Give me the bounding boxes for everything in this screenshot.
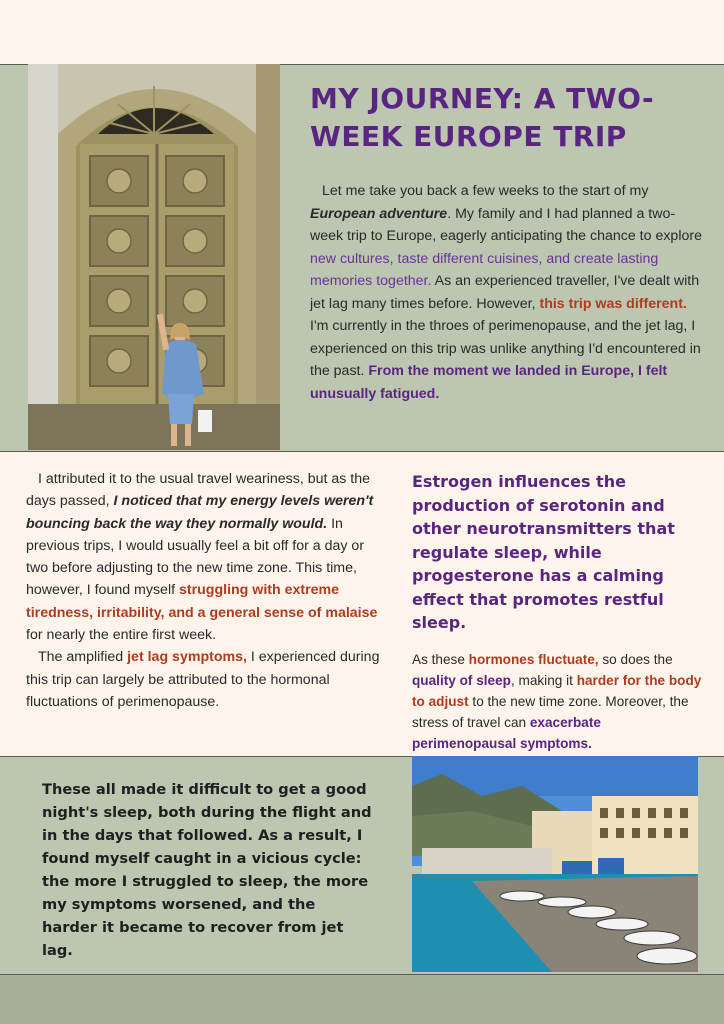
top-strip — [0, 0, 724, 64]
intro-highlight-trip-different: this trip was different. — [539, 295, 687, 312]
left-highlight-jet-lag: jet lag symptoms, — [127, 649, 247, 666]
right-highlight-sleep-quality: quality of sleep — [412, 672, 511, 688]
left-text-2: In previous trips, I would usually feel a bit off for a day or two before adjusting to the new time zone. This time, however, I found myself — [26, 515, 365, 599]
right-paragraph — [412, 649, 708, 754]
right-text-4: to the new time zone. Moreover, the stress of travel can — [412, 693, 689, 730]
page-title: MY JOURNEY: A TWO-WEEK EUROPE TRIP — [310, 82, 655, 153]
lower-callout: These all made it difficult to get a good night's sleep, both during the flight and in the days that followed. As a result, I found myself caught in a vicious cycle: the more I struggled to sleep, the more my symptoms worsened, and the harder it became to recover from jet lag. — [42, 781, 372, 959]
right-text-1: As these — [412, 651, 469, 667]
left-text-1: I attributed it to the usual travel weariness, but as the days passed, — [26, 471, 371, 510]
intro-text-4: I'm currently in the throes of perimenopause, and the jet lag, I experienced on this trip was unlike anything I'd encountered in the past. — [310, 318, 701, 379]
intro-text-3: As an experienced traveller, I've dealt with jet lag many times before. However, — [310, 273, 700, 312]
right-column — [412, 470, 708, 754]
left-text-5: I experienced during this trip can largely be attributed to the hormonal fluctuations of perimenopause. — [26, 649, 380, 710]
pull-quote: Estrogen influences the production of serotonin and other neurotransmitters that regulate sleep, while progesterone has a calming effect that promotes restful sleep. — [412, 472, 675, 632]
right-text-3: , making it — [510, 672, 577, 688]
intro-paragraph — [310, 180, 706, 405]
right-highlight-exacerbate: exacerbate perimenopausal symptoms. — [412, 714, 601, 751]
left-paragraph-1 — [26, 468, 382, 646]
intro-text-2: . My family and I had planned a two-week trip to Europe, eagerly anticipating the chance to explore — [310, 205, 702, 244]
footer-band — [0, 974, 724, 1024]
intro-highlight-fatigued: From the moment we landed in Europe, I felt unusually fatigued. — [310, 363, 668, 402]
left-paragraph-2 — [26, 646, 382, 713]
door-photo — [28, 64, 280, 450]
left-column — [26, 468, 382, 713]
left-text-4: The amplified — [38, 649, 128, 666]
left-highlight-tiredness: struggling with extreme tiredness, irritability, and a general sense of malaise — [26, 582, 378, 621]
harbor-photo — [412, 756, 698, 972]
intro-emphasis-european-adventure: European adventure — [310, 205, 448, 222]
right-text-2: so does the — [598, 651, 673, 667]
intro-text-1: Let me take you back a few weeks to the start of my — [322, 183, 649, 199]
left-emphasis-energy: I noticed that my energy levels weren't bouncing back the way they normally would. — [26, 493, 374, 532]
right-highlight-adjust: harder for the body to adjust — [412, 672, 702, 709]
left-text-3: for nearly the entire first week. — [26, 627, 217, 644]
right-highlight-hormones: hormones fluctuate, — [468, 651, 599, 667]
intro-highlight-cultures: new cultures, taste different cuisines, and create lasting memories together. — [310, 250, 659, 289]
